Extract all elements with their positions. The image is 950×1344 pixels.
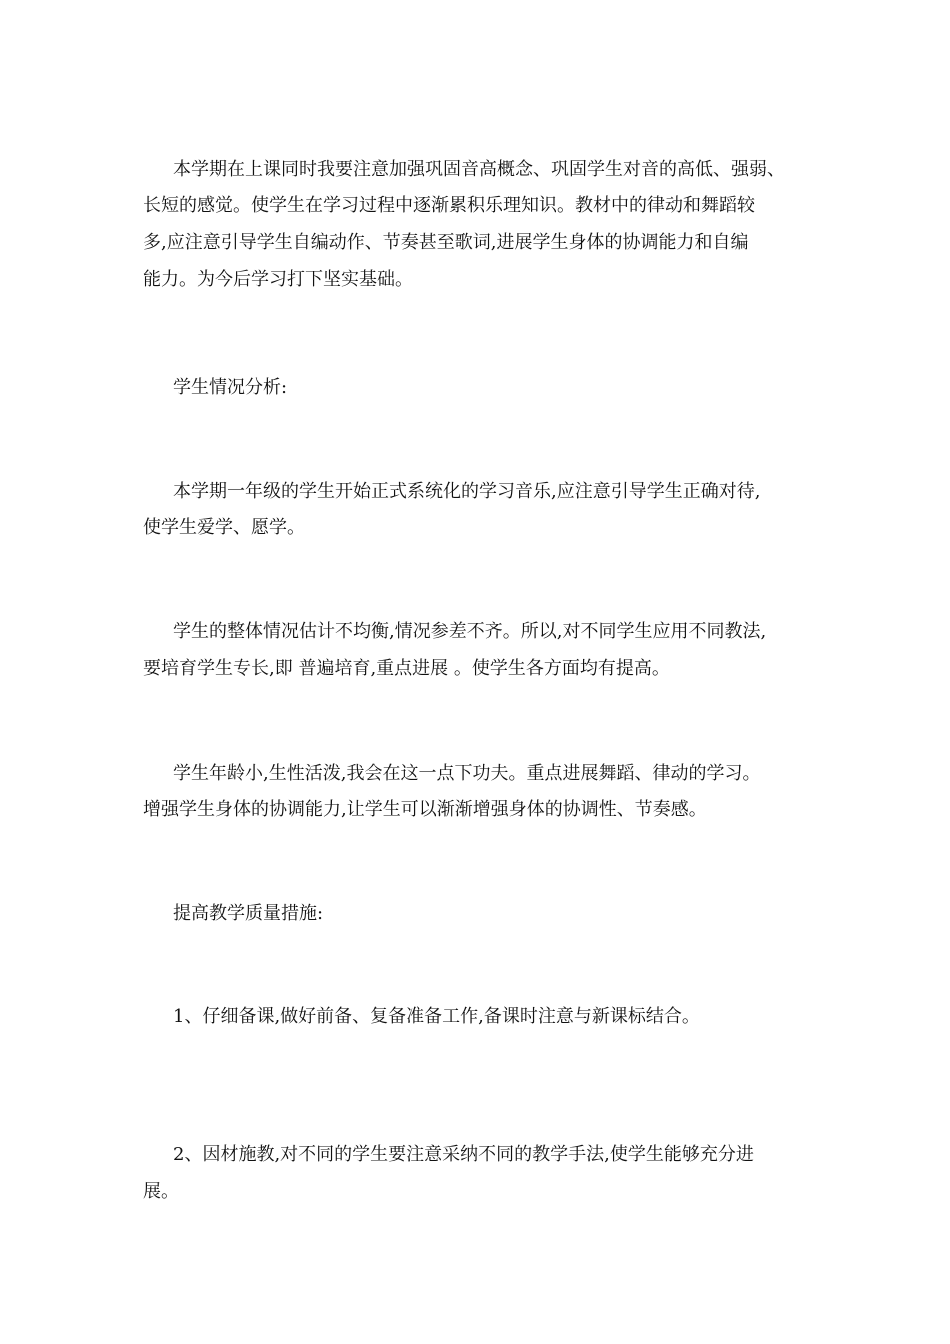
- text-line: 增强学生身体的协调能力,让学生可以渐渐增强身体的协调性、节奏感。: [143, 799, 707, 820]
- text-line: 要培育学生专长,即 普遍培育,重点进展 。使学生各方面均有提高。: [143, 658, 670, 679]
- text-line: 展。: [143, 1181, 179, 1202]
- text-line: 使学生爱学、愿学。: [143, 517, 305, 538]
- heading-student-analysis: 学生情况分析:: [173, 377, 288, 398]
- text-line: 学生的整体情况估计不均衡,情况参差不齐。所以,对不同学生应用不同教法,: [173, 621, 767, 642]
- heading-quality-measures: 提高教学质量措施:: [173, 903, 324, 924]
- text-line: 2、因材施教,对不同的学生要注意采纳不同的教学手法,使学生能够充分进: [173, 1144, 754, 1165]
- text-line: 多,应注意引导学生自编动作、节奏甚至歌词,进展学生身体的协调能力和自编: [143, 232, 749, 253]
- text-line: 长短的感觉。使学生在学习过程中逐渐累积乐理知识。教材中的律动和舞蹈较: [143, 195, 755, 216]
- measure-item-1: 1、仔细备课,做好前备、复备准备工作,备课时注意与新课标结合。: [173, 1006, 700, 1027]
- text-line: 本学期在上课同时我要注意加强巩固音高概念、巩固学生对音的高低、强弱、: [173, 159, 785, 180]
- text-line: 本学期一年级的学生开始正式系统化的学习音乐,应注意引导学生正确对待,: [173, 481, 761, 502]
- text-line: 学生年龄小,生性活泼,我会在这一点下功夫。重点进展舞蹈、律动的学习。: [173, 763, 761, 784]
- text-line: 能力。为今后学习打下坚实基础。: [143, 269, 413, 290]
